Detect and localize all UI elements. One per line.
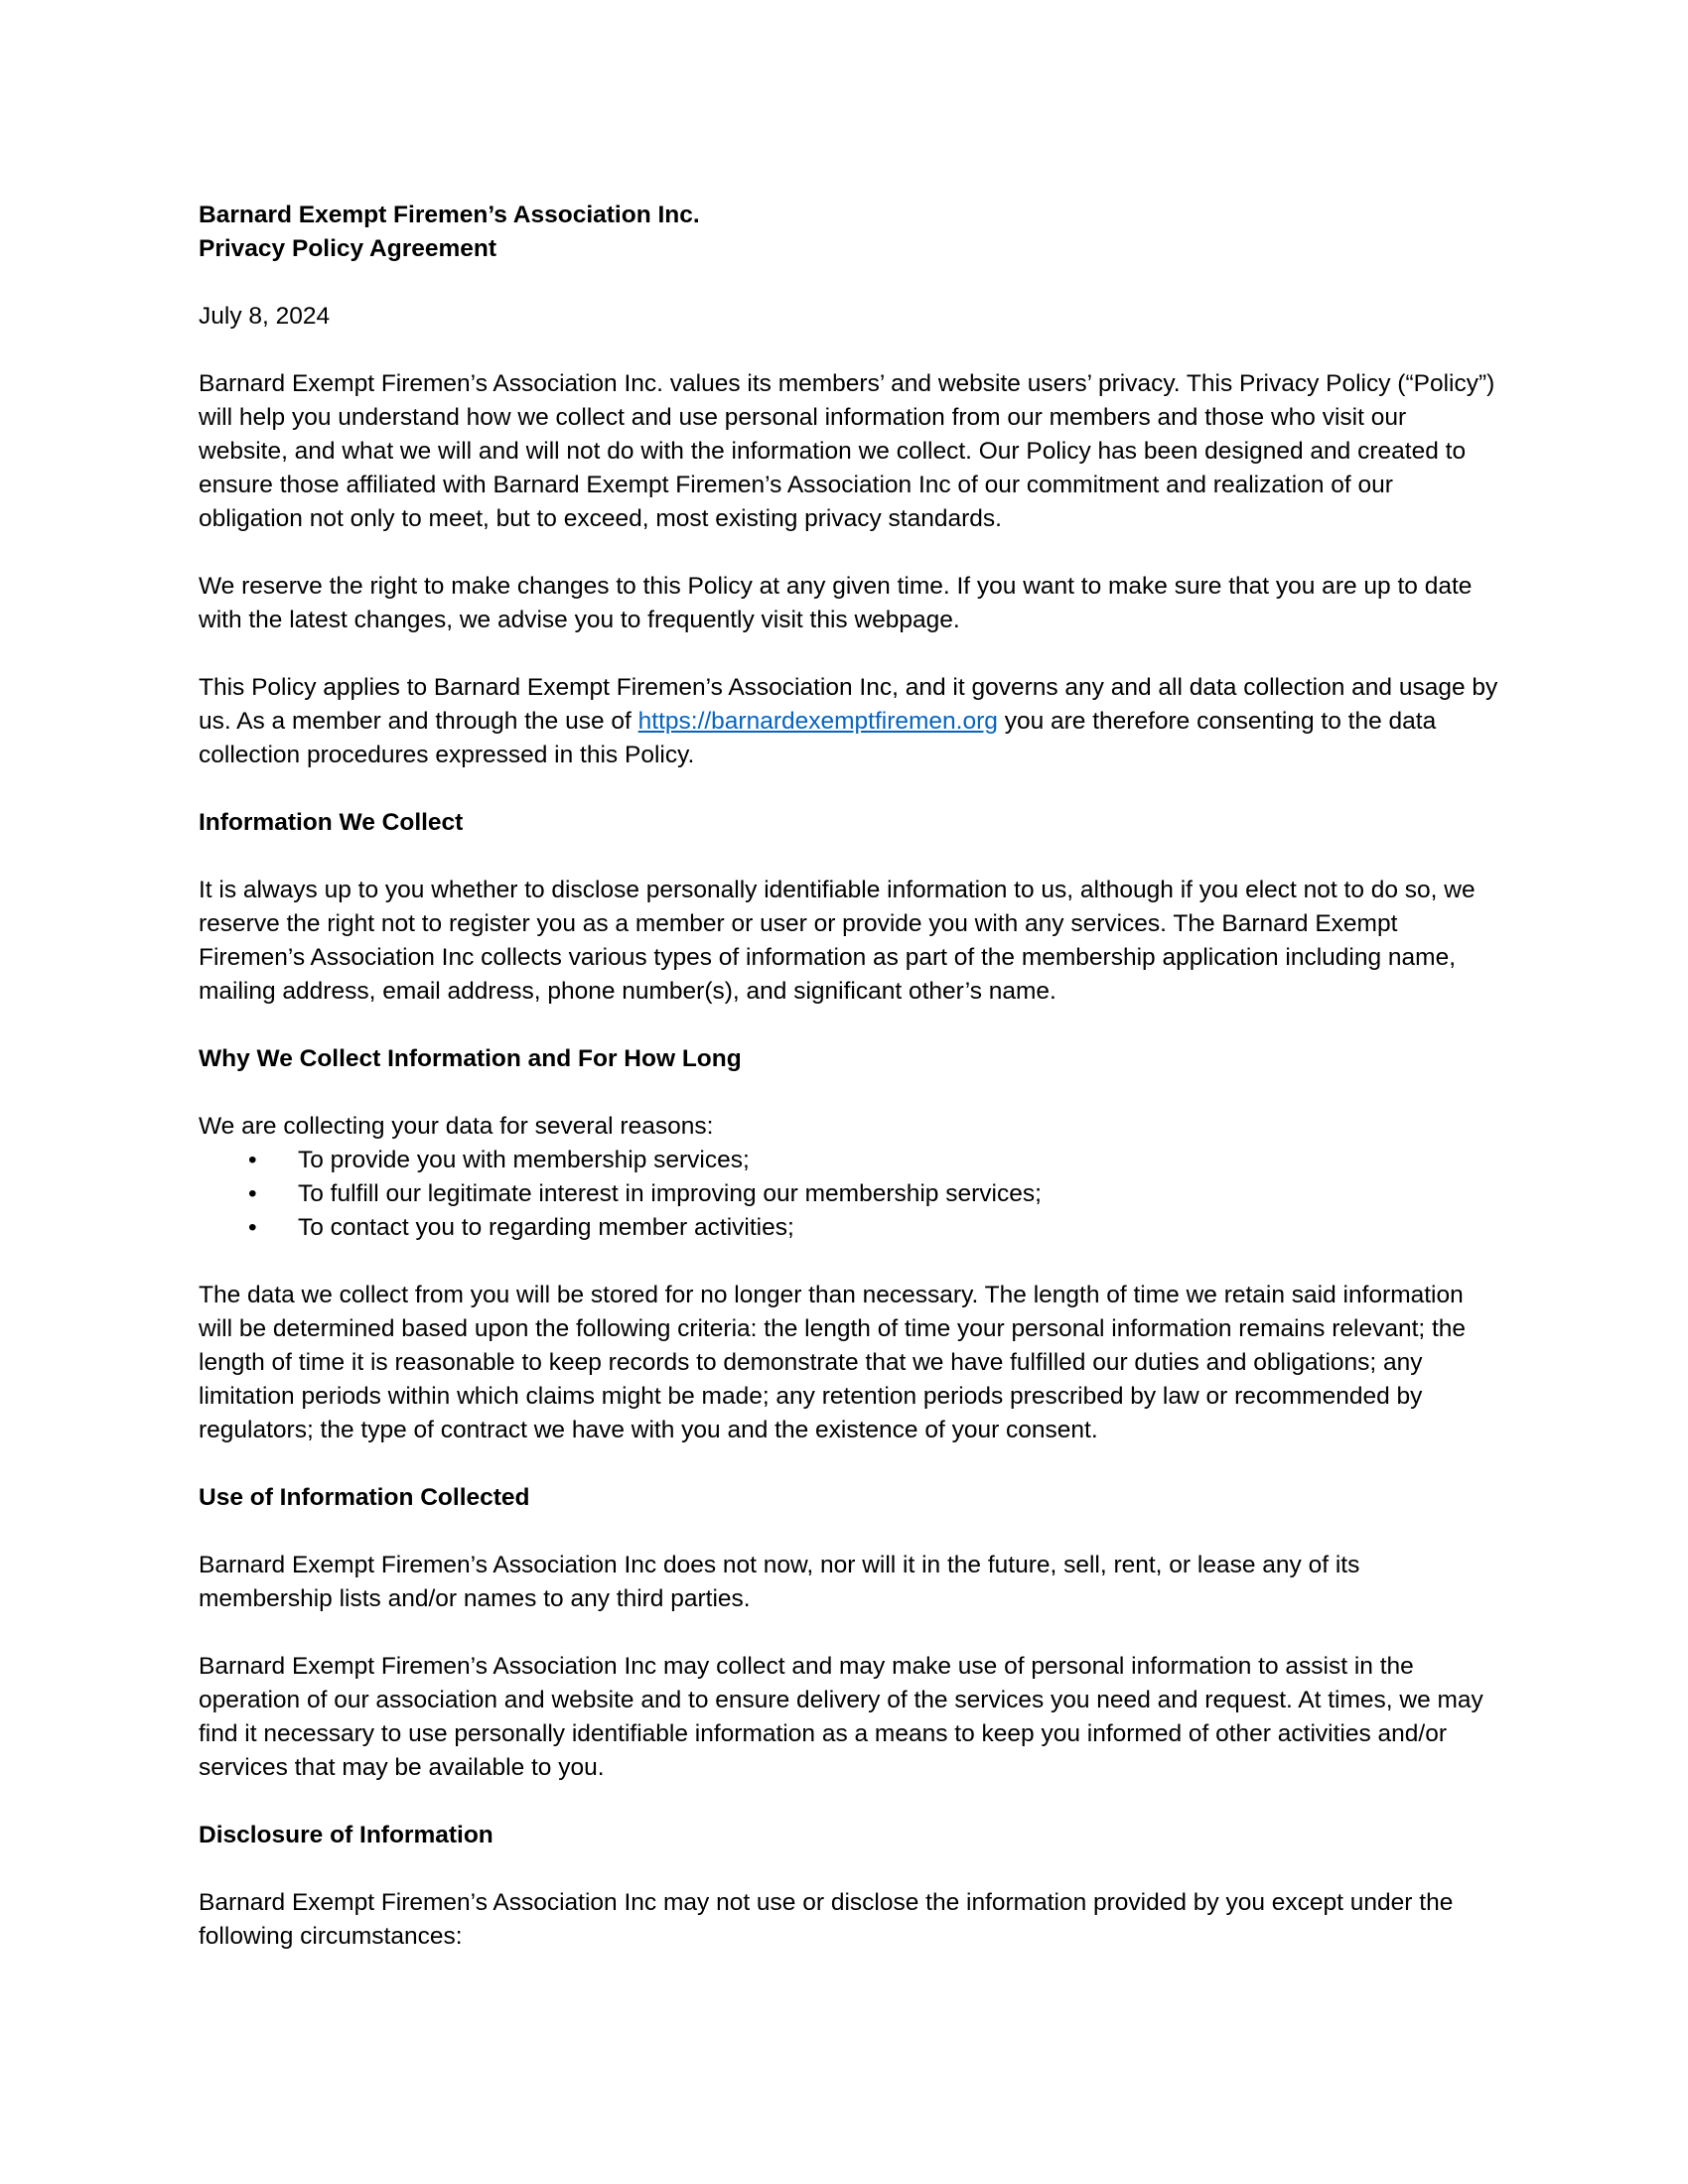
- bullet-icon: •: [248, 1214, 257, 1241]
- disclosure-paragraph: Barnard Exempt Firemen’s Association Inc may not use or disclose the information provided by you except under the following circumstances:: [199, 1889, 1454, 1950]
- heading-information-we-collect: Information We Collect: [199, 809, 464, 836]
- reasons-intro: We are collecting your data for several reasons:: [199, 1113, 714, 1140]
- intro-paragraph-1: Barnard Exempt Firemen’s Association Inc. values its members’ and website users’ privacy. This Privacy Policy (“Policy”) will help you understand how we collect and use personal information from our members and those who visit our website, and what we will and will not do with the information we collect. Our Policy has been designed and created to ensure those affiliated with Barnard Exempt Firemen’s Association Inc of our commitment and realization of our obligation not only to meet, but to exceed, most existing privacy standards.: [199, 370, 1495, 532]
- information-collect-paragraph: It is always up to you whether to disclose personally identifiable information to us, although if you elect not to do so, we reserve the right not to register you as a member or user or provide you with any services. The Barnard Exempt Firemen’s Association Inc collects various types of information as part of the membership application including name, mailing address, email address, phone number(s), and significant other’s name.: [199, 877, 1476, 1005]
- reasons-list: [199, 1144, 1499, 1245]
- organization-name: Barnard Exempt Firemen’s Association Inc.: [199, 202, 700, 228]
- list-item-text: To contact you to regarding member activities;: [298, 1214, 794, 1241]
- heading-why-we-collect: Why We Collect Information and For How Long: [199, 1045, 742, 1072]
- intro-paragraph-2: We reserve the right to make changes to this Policy at any given time. If you want to make sure that you are up to date with the latest changes, we advise you to frequently visit this webpage.: [199, 573, 1473, 633]
- document-page: [199, 199, 1499, 1954]
- bullet-icon: •: [248, 1180, 257, 1207]
- intro-paragraph-3: [199, 671, 1499, 772]
- list-item: [199, 1211, 1499, 1245]
- intro-paragraph-3-end: you are therefore consenting to the data collection procedures expressed in this Policy.: [199, 708, 1437, 768]
- bullet-icon: •: [248, 1147, 257, 1173]
- heading-use-of-information: Use of Information Collected: [199, 1484, 530, 1511]
- intro-paragraph-3-start: This Policy applies to Barnard Exempt Firemen’s Association Inc, and it governs any and all data collection and usage by us. As a member and through the use of: [199, 674, 1498, 735]
- heading-disclosure-of-information: Disclosure of Information: [199, 1822, 493, 1848]
- website-link[interactable]: https://barnardexemptfiremen.org: [637, 708, 998, 735]
- list-item-text: To provide you with membership services;: [298, 1147, 750, 1173]
- use-paragraph-1: Barnard Exempt Firemen’s Association Inc does not now, nor will it in the future, sell, rent, or lease any of its membership lists and/or names to any third parties.: [199, 1552, 1360, 1612]
- document-date: July 8, 2024: [199, 303, 331, 330]
- use-paragraph-2: Barnard Exempt Firemen’s Association Inc may collect and may make use of personal information to assist in the operation of our association and website and to ensure delivery of the services you need and request. At times, we may find it necessary to use personally identifiable information as a means to keep you informed of other activities and/or services that may be available to you.: [199, 1653, 1483, 1781]
- title-block: [199, 199, 1499, 266]
- list-item: [199, 1144, 1499, 1177]
- document-title: Privacy Policy Agreement: [199, 235, 497, 262]
- list-item-text: To fulfill our legitimate interest in improving our membership services;: [298, 1180, 1042, 1207]
- list-item: [199, 1177, 1499, 1211]
- retention-paragraph: The data we collect from you will be stored for no longer than necessary. The length of time we retain said information will be determined based upon the following criteria: the length of time your personal information remains relevant; the length of time it is reasonable to keep records to demonstrate that we have fulfilled our duties and obligations; any limitation periods within which claims might be made; any retention periods prescribed by law or recommended by regulators; the type of contract we have with you and the existence of your consent.: [199, 1282, 1467, 1443]
